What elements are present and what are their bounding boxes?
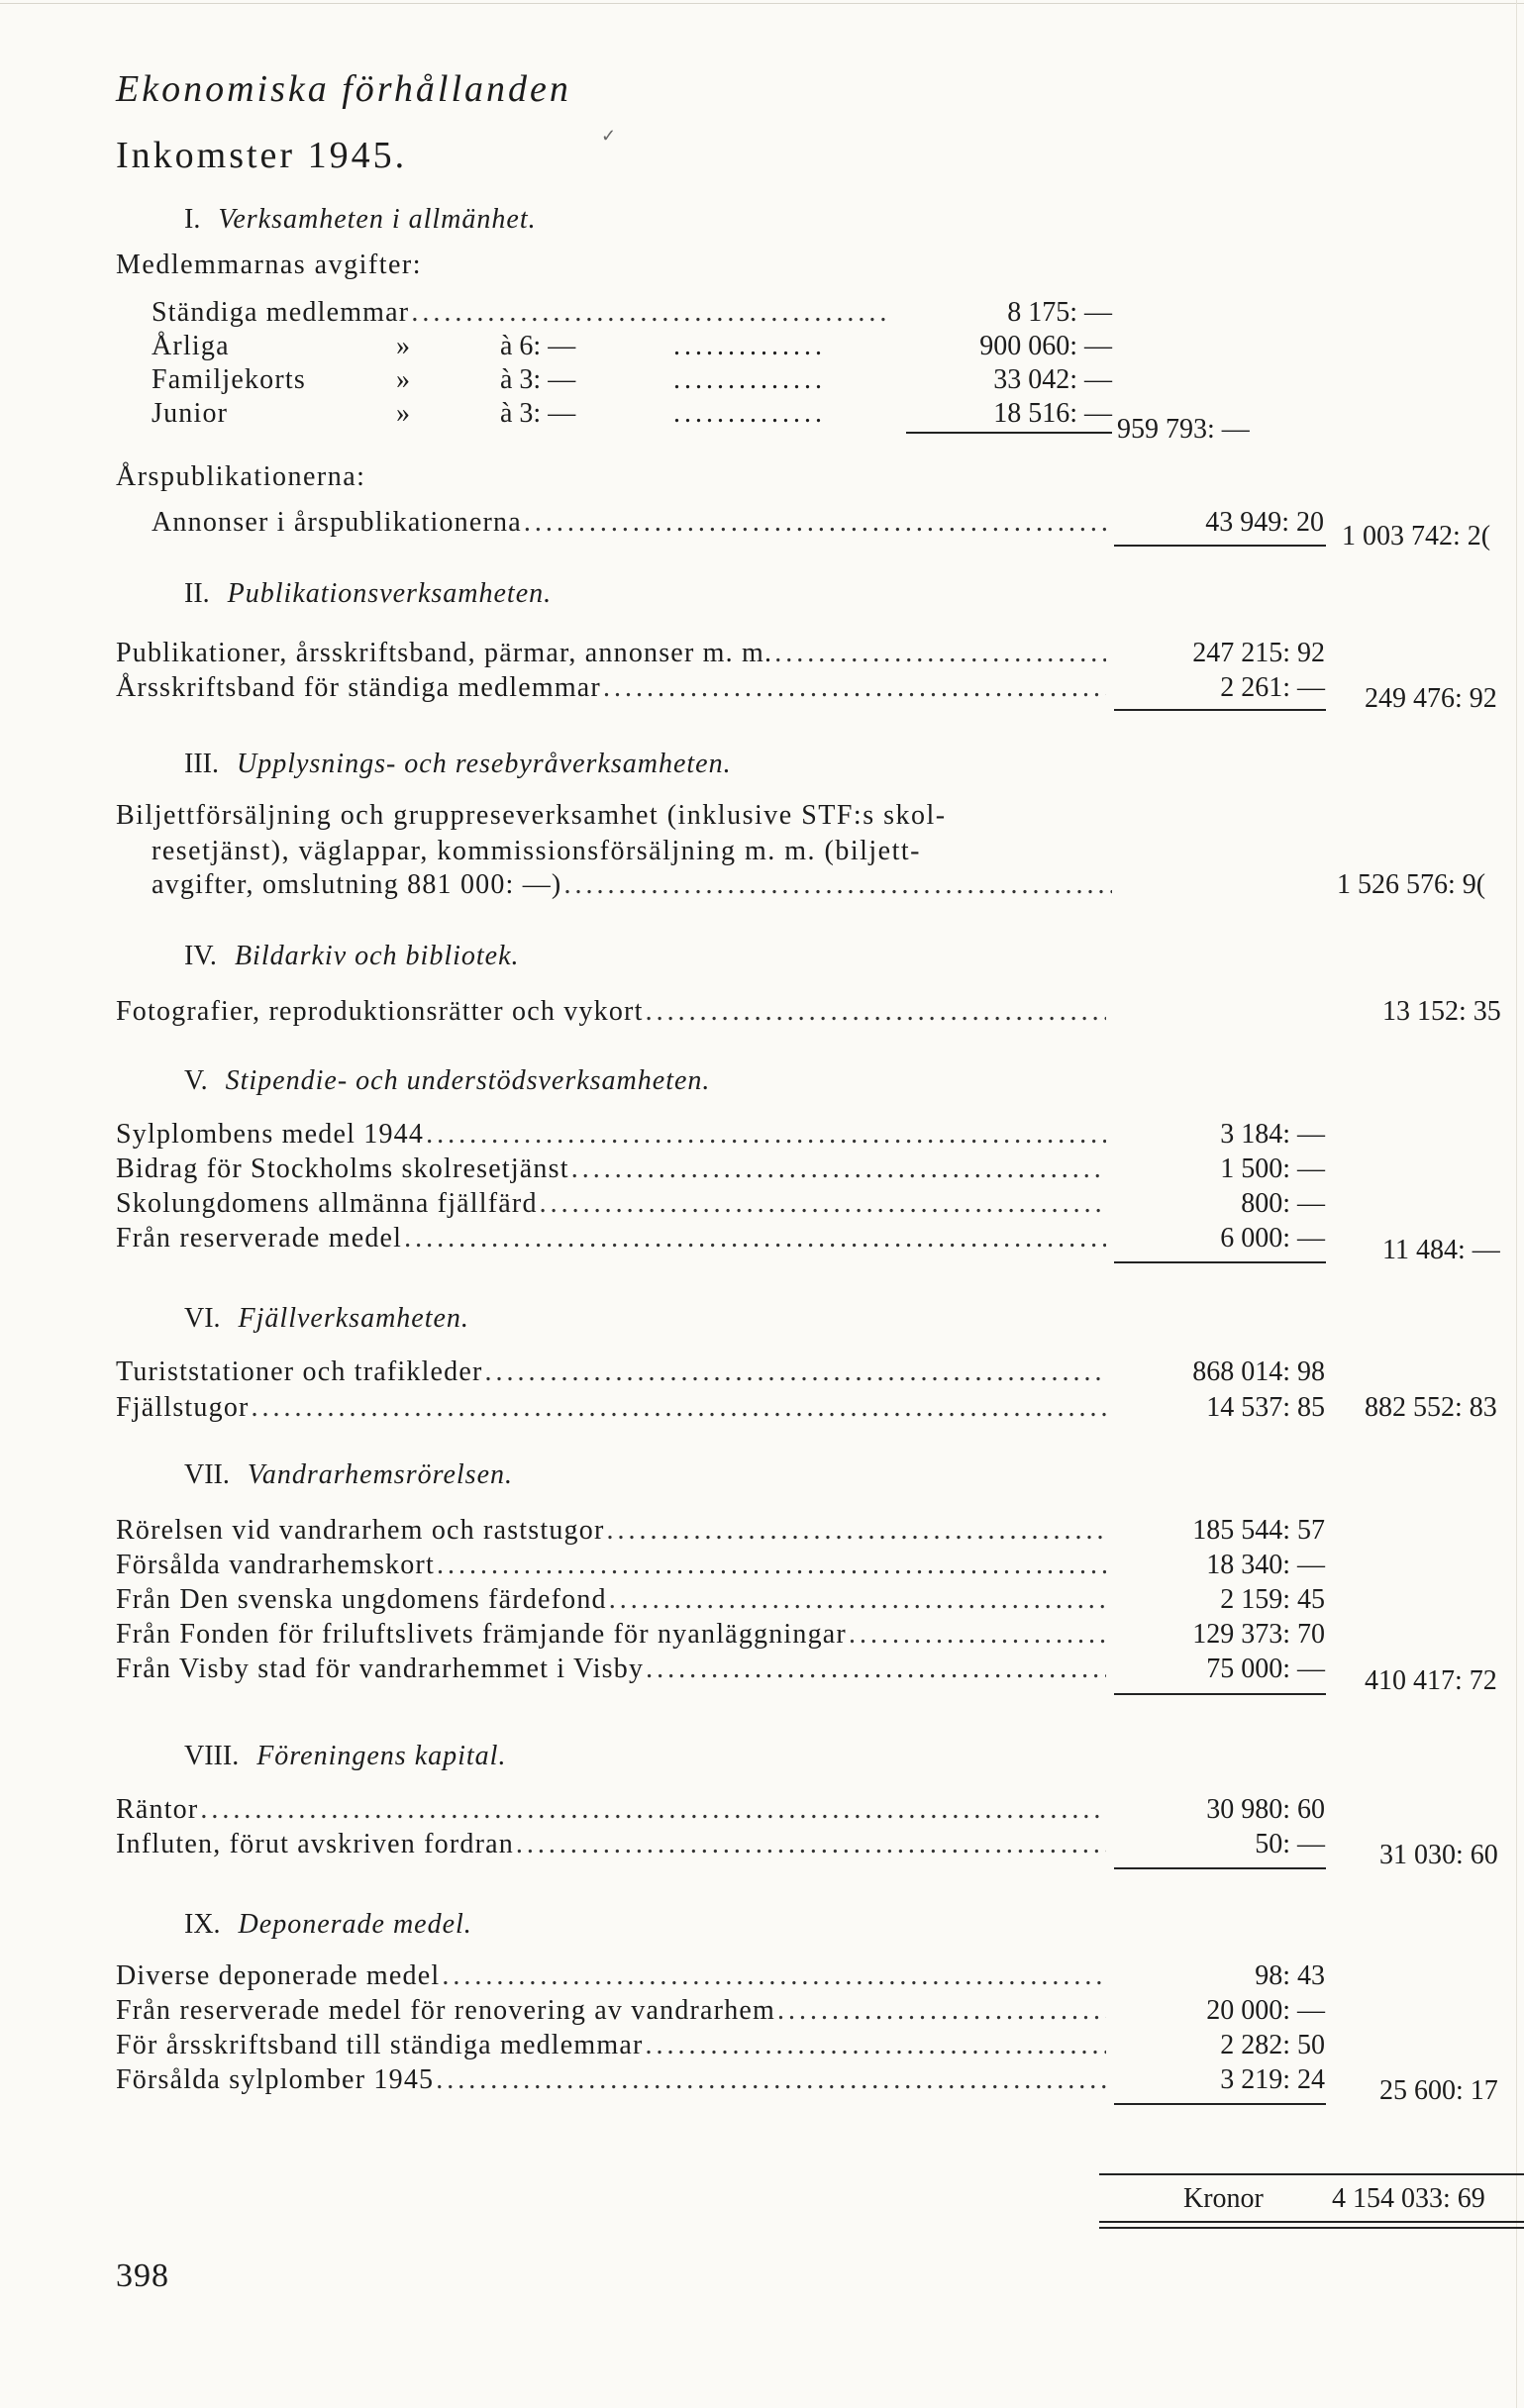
row-amount: 98: 43 bbox=[1255, 1960, 1325, 1991]
row-amount: 129 373: 70 bbox=[1192, 1619, 1325, 1650]
underline bbox=[1114, 1693, 1326, 1695]
section-total: 13 152: 35 bbox=[1382, 996, 1501, 1027]
right-edge-rule bbox=[1516, 0, 1517, 2408]
table-row: Från Visby stad för vandrarhemmet i Visby ..... bbox=[116, 1654, 1106, 1689]
underline bbox=[1114, 545, 1326, 547]
row-amount: 2 282: 50 bbox=[1220, 2030, 1325, 2060]
section-total: 1 526 576: 9( bbox=[1337, 869, 1486, 900]
table-row: För årsskriftsband till ständiga medlemmar ..... bbox=[116, 2030, 1106, 2065]
section-total: 25 600: 17 bbox=[1379, 2075, 1498, 2106]
section-heading-7: VII. Vandrarhemsrörelsen. bbox=[184, 1459, 513, 1490]
paragraph: Biljettförsäljning och gruppreseverksamhet (inklusive STF:s skol- resetjänst), väglappar, kommissionsförsäljning m. m. (biljett- bbox=[116, 800, 947, 866]
grand-total-rule-bottom-2 bbox=[1099, 2227, 1524, 2229]
table-row: Turiststationer och trafikleder ..... bbox=[116, 1356, 1106, 1392]
table-row: Från Fonden för friluftslivets främjande för nyanläggningar ..... bbox=[116, 1619, 1106, 1655]
underline bbox=[1114, 1261, 1326, 1263]
ditto-mark: » bbox=[396, 398, 410, 429]
fee-rate: à 6: — bbox=[500, 331, 576, 361]
row-amount: 868 014: 98 bbox=[1192, 1356, 1325, 1387]
underline bbox=[1114, 2103, 1326, 2105]
section-total: 1 003 742: 2( bbox=[1342, 521, 1491, 552]
member-amount: 8 175: — bbox=[1007, 297, 1112, 328]
table-row: Försålda vandrarhemskort ..... bbox=[116, 1550, 1106, 1585]
row-amount: 2 159: 45 bbox=[1220, 1584, 1325, 1615]
row-amount: 43 949: 20 bbox=[1205, 507, 1324, 538]
table-row: Rörelsen vid vandrarhem och raststugor ..... bbox=[116, 1515, 1106, 1551]
ditto-mark: » bbox=[396, 364, 410, 395]
table-row: Skolungdomens allmänna fjällfärd ..... bbox=[116, 1188, 1106, 1224]
annual-publications-label: Årspublikationerna: bbox=[116, 461, 366, 492]
members-fees-label: Medlemmarnas avgifter: bbox=[116, 250, 423, 280]
section-heading-1: I. Verksamheten i allmänhet. bbox=[184, 204, 537, 235]
section-heading-5: V. Stipendie- och understödsverksamheten. bbox=[184, 1065, 711, 1096]
section-total: 31 030: 60 bbox=[1379, 1840, 1498, 1870]
section-total: 410 417: 72 bbox=[1365, 1665, 1497, 1696]
fee-rate: à 3: — bbox=[500, 364, 576, 395]
member-amount: 33 042: — bbox=[993, 364, 1112, 395]
row-amount: 50: — bbox=[1255, 1829, 1325, 1859]
table-row: Publikationer, årsskriftsband, pärmar, annonser m. m. ..... bbox=[116, 638, 1106, 673]
row-amount: 3 184: — bbox=[1220, 1119, 1325, 1150]
table-row: Årliga bbox=[152, 331, 230, 361]
table-row: avgifter, omslutning 881 000: —) ..... bbox=[152, 869, 1112, 905]
table-row: Junior bbox=[152, 398, 229, 429]
table-row: Fjällstugor ..... bbox=[116, 1392, 1106, 1428]
underline bbox=[1114, 1867, 1326, 1869]
section-heading-3: III. Upplysnings- och resebyråverksamheten. bbox=[184, 749, 732, 779]
ditto-mark: » bbox=[396, 331, 410, 361]
row-amount: 20 000: — bbox=[1206, 1995, 1325, 2026]
table-row: Annonser i årspublikationerna ..... bbox=[152, 507, 1112, 543]
leader-dots: .............. bbox=[673, 331, 826, 361]
table-row: Från Den svenska ungdomens färdefond ..... bbox=[116, 1584, 1106, 1620]
table-row: Försålda sylplomber 1945 ..... bbox=[116, 2064, 1106, 2100]
chapter-heading: Ekonomiska förhållanden bbox=[116, 68, 571, 110]
fee-rate: à 3: — bbox=[500, 398, 576, 429]
row-amount: 800: — bbox=[1241, 1188, 1325, 1219]
top-edge-rule bbox=[0, 3, 1524, 4]
row-amount: 1 500: — bbox=[1220, 1154, 1325, 1184]
table-row: Sylplombens medel 1944 ..... bbox=[116, 1119, 1106, 1154]
section-heading-8: VIII. Föreningens kapital. bbox=[184, 1741, 507, 1771]
table-row: Influten, förut avskriven fordran ..... bbox=[116, 1829, 1106, 1864]
section-total: 249 476: 92 bbox=[1365, 683, 1497, 714]
row-amount: 3 219: 24 bbox=[1220, 2064, 1325, 2095]
table-row: Från reserverade medel för renovering av vandrarhem ..... bbox=[116, 1995, 1106, 2031]
table-row: Årsskriftsband för ständiga medlemmar ..... bbox=[116, 672, 1106, 708]
section-heading-9: IX. Deponerade medel. bbox=[184, 1909, 472, 1940]
section-heading-2: II. Publikationsverksamheten. bbox=[184, 578, 553, 609]
table-row: Från reserverade medel ..... bbox=[116, 1223, 1106, 1258]
table-row: Familjekorts bbox=[152, 364, 306, 395]
page-title: Inkomster 1945. bbox=[116, 135, 408, 176]
underline bbox=[1114, 709, 1326, 711]
row-amount: 30 980: 60 bbox=[1206, 1794, 1325, 1825]
row-amount: 185 544: 57 bbox=[1192, 1515, 1325, 1546]
leader-dots: .............. bbox=[673, 364, 826, 395]
member-amount: 900 060: — bbox=[979, 331, 1112, 361]
page-number: 398 bbox=[116, 2258, 169, 2294]
section-total: 882 552: 83 bbox=[1365, 1392, 1497, 1423]
table-row: Ständiga medlemmar ..... bbox=[152, 297, 890, 333]
row-amount: 6 000: — bbox=[1220, 1223, 1325, 1254]
section-heading-4: IV. Bildarkiv och bibliotek. bbox=[184, 941, 520, 971]
table-row: Bidrag för Stockholms skolresetjänst ..... bbox=[116, 1154, 1106, 1189]
row-amount: 18 340: — bbox=[1206, 1550, 1325, 1580]
row-amount: 14 537: 85 bbox=[1206, 1392, 1325, 1423]
tick-mark-icon: ✓ bbox=[601, 126, 617, 146]
section-total: 11 484: — bbox=[1382, 1235, 1500, 1265]
grand-total-label: Kronor bbox=[1183, 2183, 1264, 2214]
table-row: Fotografier, reproduktionsrätter och vykort ..... bbox=[116, 996, 1106, 1032]
grand-total-amount: 4 154 033: 69 bbox=[1332, 2183, 1485, 2214]
member-amount: 18 516: — bbox=[906, 398, 1112, 434]
row-amount: 2 261: — bbox=[1220, 672, 1325, 703]
table-row: Räntor ..... bbox=[116, 1794, 1106, 1830]
grand-total-rule-top bbox=[1099, 2173, 1524, 2175]
row-amount: 247 215: 92 bbox=[1192, 638, 1325, 668]
table-row: Diverse deponerade medel ..... bbox=[116, 1960, 1106, 1996]
grand-total-rule-bottom-1 bbox=[1099, 2221, 1524, 2223]
row-amount: 75 000: — bbox=[1206, 1654, 1325, 1684]
subtotal-amount: 959 793: — bbox=[1117, 414, 1250, 445]
section-heading-6: VI. Fjällverksamheten. bbox=[184, 1303, 469, 1334]
leader-dots: .............. bbox=[673, 398, 826, 429]
